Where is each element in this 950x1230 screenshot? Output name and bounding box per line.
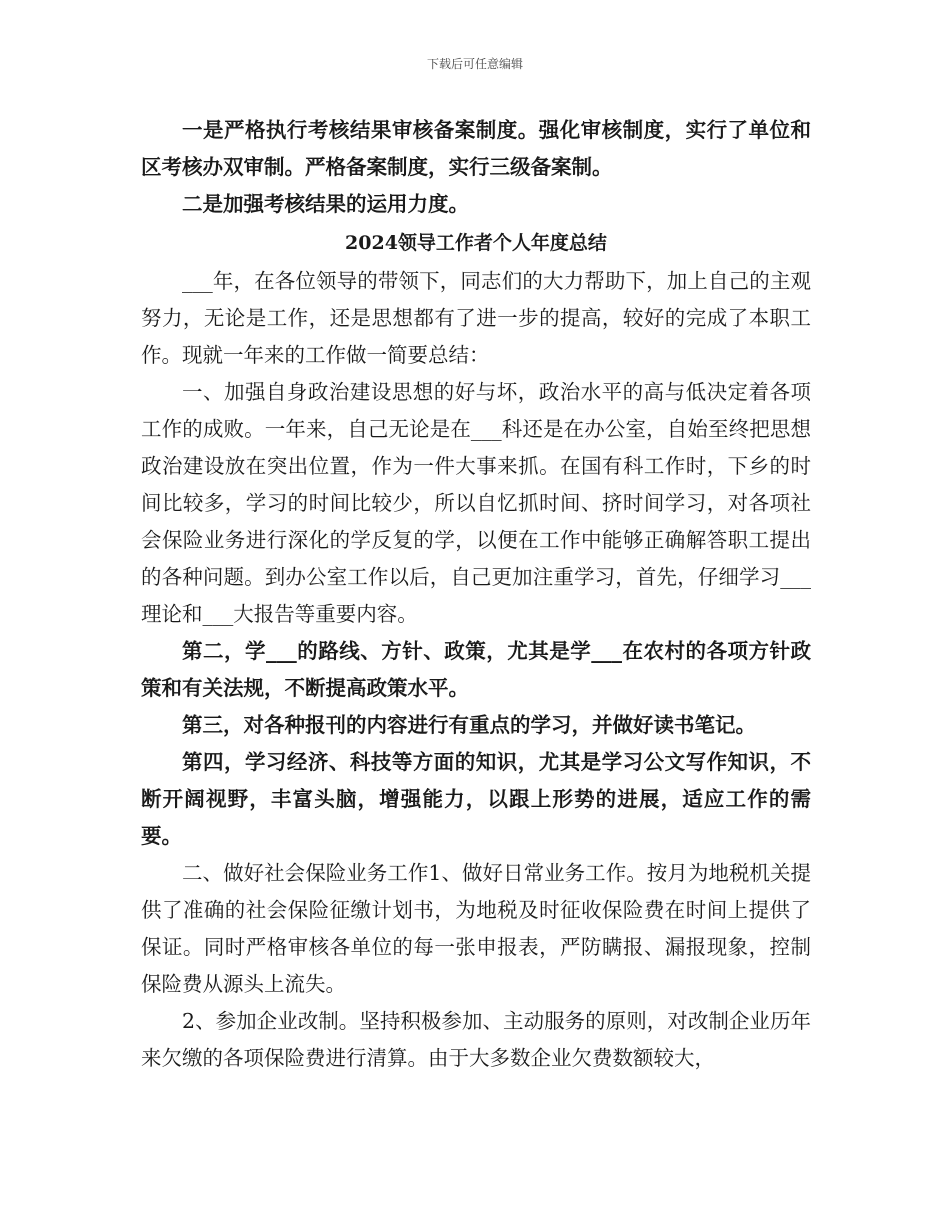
document-body bbox=[141, 112, 811, 1077]
paragraph-fourth: 第四，学习经济、科技等方面的知识，尤其是学习公文写作知识，不断开阔视野，丰富头脑，增强能力，以跟上形势的进展，适应工作的需要。 bbox=[141, 750, 811, 848]
paragraph-section-2: 二、做好社会保险业务工作1、做好日常业务工作。按月为地税机关提供了准确的社会保险征缴计划书，为地税及时征收保险费在时间上提供了保证。同时严格审核各单位的每一张申报表，严防瞒报、漏报现象，控制保险费从源头上流失。 bbox=[141, 861, 811, 996]
paragraph-second: 第二，学___的路线、方针、政策，尤其是学___在农村的各项方针政策和有关法规，不断提高政策水平。 bbox=[141, 639, 811, 700]
paragraph-section-1: 一、加强自身政治建设思想的好与坏，政治水平的高与低决定着各项工作的成败。一年来，自己无论是在___科还是在办公室，自始至终把思想政治建设放在突出位置，作为一件大事来抓。在国有科工作时，下乡的时间比较多，学习的时间比较少，所以自忆抓时间、挤时间学习，对各项社会保险业务进行深化的学反复的学，以便在工作中能够正确解答职工提出的各种问题。到办公室工作以后，自己更加注重学习，首先，仔细学习___理论和___大报告等重要内容。 bbox=[141, 380, 811, 626]
paragraph-1: 一是严格执行考核结果审核备案制度。强化审核制度，实行了单位和区考核办双审制。严格备案制度，实行三级备案制。 bbox=[141, 118, 811, 179]
paragraph-third: 第三，对各种报刊的内容进行有重点的学习，并做好读书笔记。 bbox=[182, 713, 756, 737]
document-title: 2024领导工作者个人年度总结 bbox=[345, 232, 607, 254]
paragraph-intro: ___年，在各位领导的带领下，同志们的大力帮助下，加上自己的主观努力，无论是工作，还是思想都有了进一步的提高，较好的完成了本职工作。现就一年来的工作做一简要总结： bbox=[141, 269, 811, 367]
paragraph-2: 二是加强考核结果的运用力度。 bbox=[182, 192, 469, 216]
header-note: 下载后可任意编辑 bbox=[426, 57, 523, 71]
paragraph-enterprise-reform: 2、参加企业改制。坚持积极参加、主动服务的原则，对改制企业历年来欠缴的各项保险费进行清算。由于大多数企业欠费数额较大， bbox=[141, 1009, 811, 1070]
